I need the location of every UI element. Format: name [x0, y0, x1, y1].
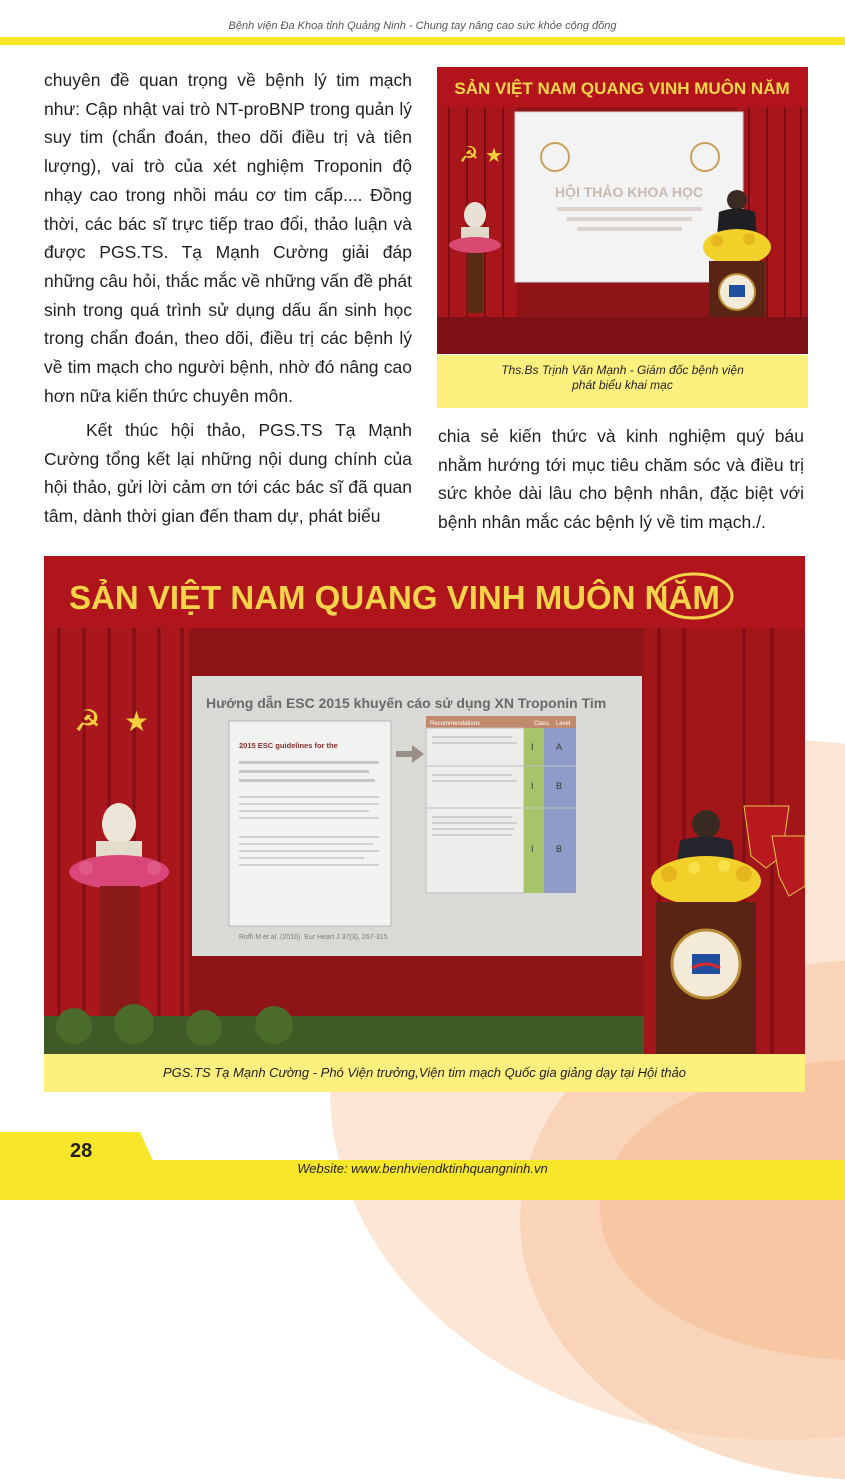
header-bar — [0, 37, 845, 45]
slide-table-cell: B — [556, 844, 563, 854]
slide-title: Hướng dẫn ESC 2015 khuyến cáo sử dụng XN Troponin Tim — [206, 695, 607, 711]
slide-table-cell: I — [531, 781, 534, 791]
photo-2-banner: SẢN VIỆT NAM QUANG VINH MUÔN NĂM — [69, 579, 720, 616]
slide-table-header: Class — [534, 721, 550, 727]
slide-table-header: Level — [556, 721, 571, 727]
article-paragraph-2: Kết thúc hội thảo, PGS.TS Tạ Mạnh Cường tổng kết lại những nội dung chính của hội thảo, gửi lời cảm ơn tới các bác sĩ đã quan tâm, dành thời gian đến tham dự, phát biểu — [44, 420, 412, 527]
article-paragraph-3: chia sẻ kiến thức và kinh nghiệm quý báu nhằm hướng tới mục tiêu chăm sóc và điều trị sức khỏe dài lâu cho bệnh nhân, đặc biệt với bệnh nhân mắc các bệnh lý về tim mạch./. — [438, 426, 804, 533]
svg-text:☭: ☭ — [459, 142, 479, 167]
svg-text:★: ★ — [485, 145, 503, 167]
slide-table-cell: A — [556, 742, 563, 752]
photo-1-screen-title: HỘI THẢO KHOA HỌC — [554, 184, 704, 200]
slide-table-cell: I — [531, 844, 534, 854]
photo-1-caption-line-2: phát biểu khai mạc — [572, 378, 673, 392]
svg-text:★: ★ — [124, 706, 150, 737]
footer-website: Website: www.benhviendktinhquangninh.vn — [297, 1161, 548, 1176]
photo-2-caption: PGS.TS Tạ Mạnh Cường - Phó Viện trưởng,Viện tim mạch Quốc gia giảng dạy tại Hội thảo — [44, 1054, 805, 1092]
slide-citation: Roffi M et al. (2016). Eur Heart J 37(3), 267-315 — [239, 934, 388, 941]
article-paragraph-1: chuyên đề quan trọng về bệnh lý tim mạch như: Cập nhật vai trò NT-proBNP trong quản lý suy tim (chẩn đoán, theo dõi điều trị và tiên lượng), vai trò của xét nghiệm Troponin độ nhạy cao trong nhồi máu cơ tim cấp.... Đồng thời, các bác sĩ trực tiếp trao đổi, thảo luận và được PGS.TS. Tạ Mạnh Cường giải đáp những câu hỏi, thắc mắc về những vấn đề phát sinh trong quá trình sử dụng dấu ấn sinh học trong chẩn đoán, theo dõi, điều trị các bệnh lý về tim mạch cho người bệnh, nhờ đó nâng cao hơn nữa kiến thức chuyên môn. — [44, 70, 412, 406]
page-header: Bệnh viện Đa Khoa tỉnh Quảng Ninh - Chung tay nâng cao sức khỏe cộng đồng — [228, 20, 617, 32]
photo-opening-speech — [437, 67, 808, 354]
photo-lecture — [44, 556, 805, 1054]
slide-table-cell: I — [531, 742, 534, 752]
slide-paper-title: 2015 ESC guidelines for the — [239, 741, 338, 750]
photo-1-caption-line-1: Ths.Bs Trịnh Văn Mạnh - Giám đốc bệnh viện — [501, 363, 744, 377]
slide-table-header: Recommendations — [430, 721, 481, 727]
page-number: 28 — [70, 1140, 93, 1162]
svg-text:☭: ☭ — [74, 705, 101, 738]
slide-table-cell: B — [556, 781, 563, 791]
photo-1-caption — [437, 355, 808, 408]
photo-1-banner: SẢN VIỆT NAM QUANG VINH MUÔN NĂM — [454, 79, 790, 98]
